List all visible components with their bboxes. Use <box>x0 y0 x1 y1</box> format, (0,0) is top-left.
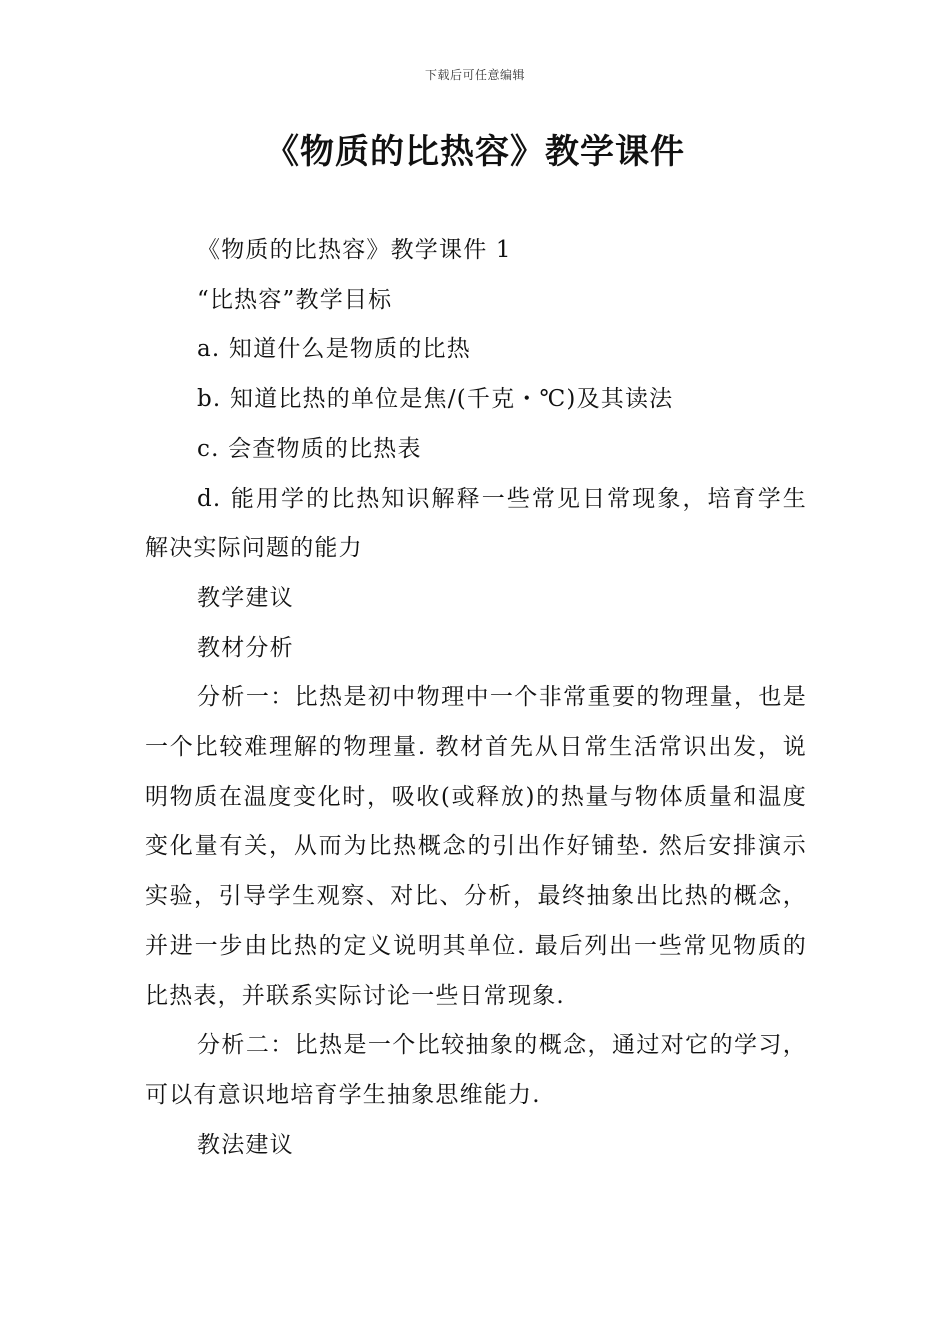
paragraph-analysis-one: 分析一：比热是初中物理中一个非常重要的物理量，也是一个比较难理解的物理量. 教材首先从日常生活常识出发，说明物质在温度变化时，吸收(或释放)的热量与物体质量和温度变化量有关，从而为比热概念的引出作好铺垫. 然后安排演示实验，引导学生观察、对比、分析，最终抽象出比热的概念，并进一步由比热的定义说明其单位. 最后列出一些常见物质的比热表，并联系实际讨论一些日常现象. <box>145 684 807 1009</box>
paragraph-objectives-heading: “比热容”教学目标 <box>197 286 393 313</box>
paragraph-objective-d: d. 能用学的比热知识解释一些常见日常现象，培育学生解决实际问题的能力 <box>145 485 807 562</box>
paragraph-objective-c: c. 会查物质的比热表 <box>197 435 422 462</box>
paragraph-teaching-suggestions: 教学建议 <box>197 584 294 611</box>
paragraph-lesson-heading: 《物质的比热容》教学课件 1 <box>197 237 512 263</box>
paragraph-objective-b: b. 知道比热的单位是焦/(千克・℃)及其读法 <box>197 386 674 413</box>
header-note: 下载后可任意编辑 <box>424 68 525 82</box>
document-body <box>145 226 807 1170</box>
paragraph-objective-a: a. 知道什么是物质的比热 <box>197 336 471 363</box>
paragraph-analysis-two: 分析二：比热是一个比较抽象的概念，通过对它的学习，可以有意识地培育学生抽象思维能力. <box>145 1032 807 1108</box>
paragraph-textbook-analysis: 教材分析 <box>197 634 294 661</box>
document-title: 《物质的比热容》教学课件 <box>265 132 685 172</box>
paragraph-method-suggestions: 教法建议 <box>197 1131 294 1158</box>
